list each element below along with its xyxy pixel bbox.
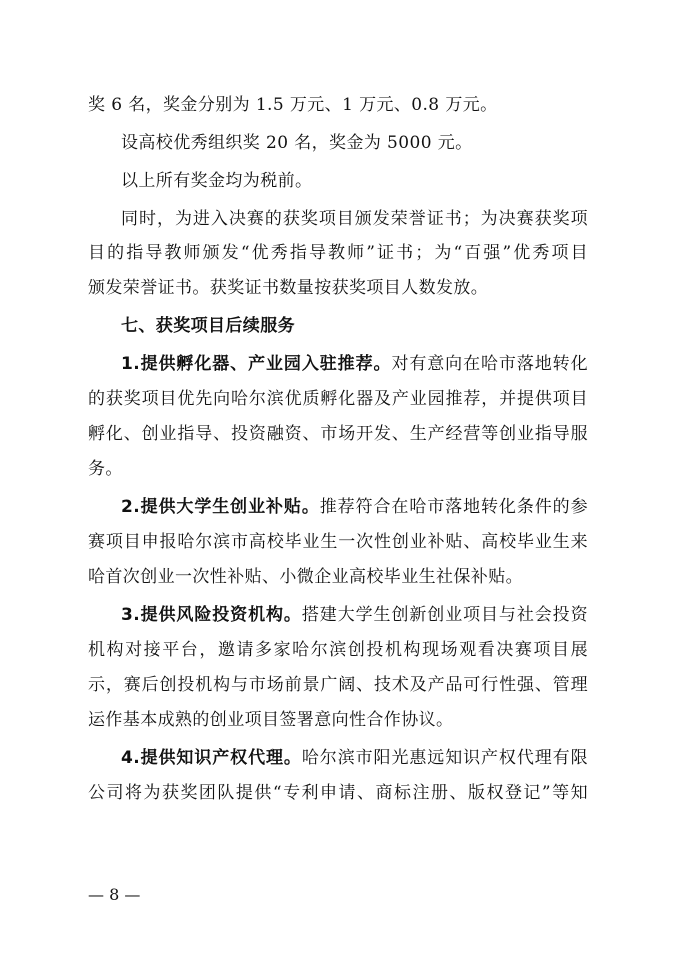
text-line: 目的指导教师颁发“优秀指导教师”证书；为“百强”优秀项目 — [88, 243, 588, 263]
item-lead: 1.提供孵化器、产业园入驻推荐。 — [121, 354, 392, 374]
item-text: 对有意向在哈市落地转化 — [391, 354, 588, 374]
list-item-heading-line — [121, 605, 588, 625]
item-text: 推荐符合在哈市落地转化条件的参 — [319, 497, 588, 517]
text-line: 同时，为进入决赛的获奖项目颁发荣誉证书；为决赛获奖项 — [121, 209, 588, 229]
section-heading: 七、获奖项目后续服务 — [121, 316, 295, 336]
text-line: 机构对接平台，邀请多家哈尔滨创投机构现场观看决赛项目展 — [88, 640, 588, 660]
page-number: — 8 — — [88, 885, 141, 904]
text-line: 示，赛后创投机构与市场前景广阔、技术及产品可行性强、管理 — [88, 675, 588, 695]
text-line: 务。 — [88, 459, 123, 479]
item-lead: 4.提供知识产权代理。 — [121, 748, 302, 768]
text-line: 运作基本成熟的创业项目签署意向性合作协议。 — [88, 710, 454, 730]
item-lead: 2.提供大学生创业补贴。 — [121, 497, 320, 517]
list-item-heading-line — [121, 497, 588, 517]
text-line: 赛项目申报哈尔滨市高校毕业生一次性创业补贴、高校毕业生来 — [88, 532, 588, 552]
text-line: 孵化、创业指导、投资融资、市场开发、生产经营等创业指导服 — [88, 424, 588, 444]
text-line: 奖 6 名，奖金分别为 1.5 万元、1 万元、0.8 万元。 — [88, 95, 498, 115]
text-line: 的获奖项目优先向哈尔滨优质孵化器及产业园推荐，并提供项目 — [88, 389, 588, 409]
text-line: 颁发荣誉证书。获奖证书数量按获奖项目人数发放。 — [88, 278, 489, 298]
item-text: 搭建大学生创新创业项目与社会投资 — [301, 605, 589, 625]
item-text: 哈尔滨市阳光惠远知识产权代理有限 — [301, 748, 589, 768]
item-lead: 3.提供风险投资机构。 — [121, 605, 302, 625]
list-item-heading-line — [121, 354, 588, 374]
list-item-heading-line — [121, 748, 588, 768]
text-line: 设高校优秀组织奖 20 名，奖金为 5000 元。 — [121, 133, 473, 153]
text-line: 公司将为获奖团队提供“专利申请、商标注册、版权登记”等知 — [88, 783, 588, 803]
text-line: 哈首次创业一次性补贴、小微企业高校毕业生社保补贴。 — [88, 567, 523, 587]
text-line: 以上所有奖金均为税前。 — [121, 171, 313, 191]
